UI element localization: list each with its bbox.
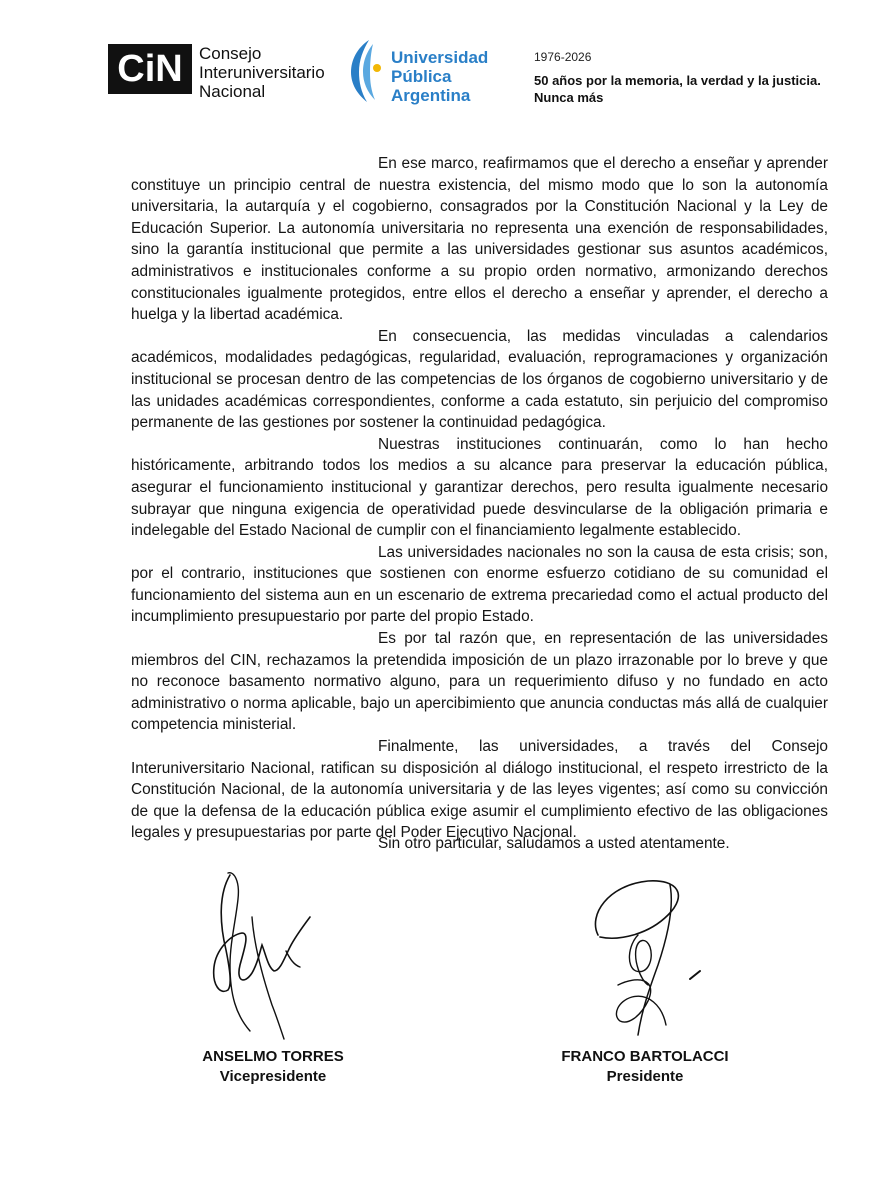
cin-name (199, 44, 325, 101)
anniversary-tagline-line: Nunca más (534, 90, 604, 105)
closing-line: Sin otro particular, saludamos a usted atentamente. (378, 835, 730, 852)
signature-torres (200, 855, 330, 1045)
paragraph: Es por tal razón que, en representación de las universidades miembros del CIN, rechazamos la pretendida imposición de un plazo irrazonable por lo breve y que no reconoce basamento normativo alguno, para un requerimiento difuso y no fundado en acto administrativo o norma aplicable, bajo un apercibimiento que anuncia conductas más allá de cualquier competencia ministerial. (131, 630, 828, 734)
signer-role: Vicepresidente (219, 1068, 327, 1085)
paragraph: Nuestras instituciones continuarán, como lo han hecho históricamente, arbitrando todos los medios a su alcance para preservar la educación pública, asegurar el funcionamiento institucional y garantizar derechos, pero resulta igualmente necesario subrayar que ninguna exigencia de operatividad puede desvincularse de la obligación primaria e indelegable del Estado Nacional de cumplir con el financiamiento legalmente establecido. (131, 435, 828, 540)
upa-name-line: Universidad (391, 48, 489, 67)
signer-block (190, 1047, 356, 1087)
paragraph: Finalmente, las universidades, a través del Consejo Interuniversitario Nacional, ratifican su disposición al diálogo institucional, el respeto irrestricto de la Constitución Nacional, de la autonomía universitaria y de las leyes vigentes; así como su convicción de que la defensa de la educación pública exige asumir el cumplimiento efectivo de las obligaciones legales y presupuestarias por parte del Poder Ejecutivo Nacional. (131, 738, 828, 842)
upa-name (391, 48, 488, 105)
signature-bartolacci (578, 875, 708, 1050)
letterhead (0, 0, 892, 120)
paragraph: En consecuencia, las medidas vinculadas a calendarios académicos, modalidades pedagógicas, regularidad, evaluación, reprogramaciones y organización institucional se procesan dentro de las competencias de los órganos de cogobierno universitario y de las unidades académicas correspondientes, conforme a cada estatuto, sin perjuicio del compromiso permanente de las gestiones por sostener la continuidad pedagógica. (131, 327, 828, 432)
anniversary-tagline-line: 50 años por la memoria, la verdad y la justicia. (534, 73, 821, 88)
anniversary-years: 1976-2026 (534, 50, 592, 64)
paragraph: En ese marco, reafirmamos que el derecho a enseñar y aprender constituye un principio central de nuestra existencia, del mismo modo que lo son la autonomía universitaria, la autarquía y el cogobierno, consagrados por la Constitución Nacional y la Ley de Educación Superior. La autonomía universitaria no representa una exención de responsabilidades, sino la garantía institucional que permite a las universidades gestionar sus asuntos académicos, administrativos e institucionales conforme a su propio orden normativo, armonizando derechos constitucionales igualmente protegidos, entre ellos el derecho a enseñar y aprender, el derecho a huelga y la libertad académica. (131, 155, 828, 324)
upa-name-line: Pública (391, 67, 452, 86)
cin-name-line: Interuniversitario (199, 63, 325, 82)
paragraph: Las universidades nacionales no son la causa de esta crisis; son, por el contrario, instituciones que sostienen con enorme esfuerzo cotidiano de su comunidad el funcionamiento del sistema aun en un escenario de extrema precariedad como el actual producto del incumplimiento presupuestario por parte del propio Estado. (131, 543, 828, 626)
upa-name-line: Argentina (391, 86, 471, 105)
upa-logo-icon (343, 38, 385, 104)
signer-name: FRANCO BARTOLACCI (561, 1048, 729, 1065)
signer-block (555, 1047, 735, 1087)
cin-name-line: Consejo (199, 44, 262, 63)
anniversary-tagline (534, 72, 821, 106)
signer-name: ANSELMO TORRES (202, 1048, 344, 1065)
cin-logo: CiN (108, 44, 192, 94)
signer-role: Presidente (606, 1068, 684, 1085)
letter-body (131, 153, 828, 844)
cin-name-line: Nacional (199, 82, 266, 101)
